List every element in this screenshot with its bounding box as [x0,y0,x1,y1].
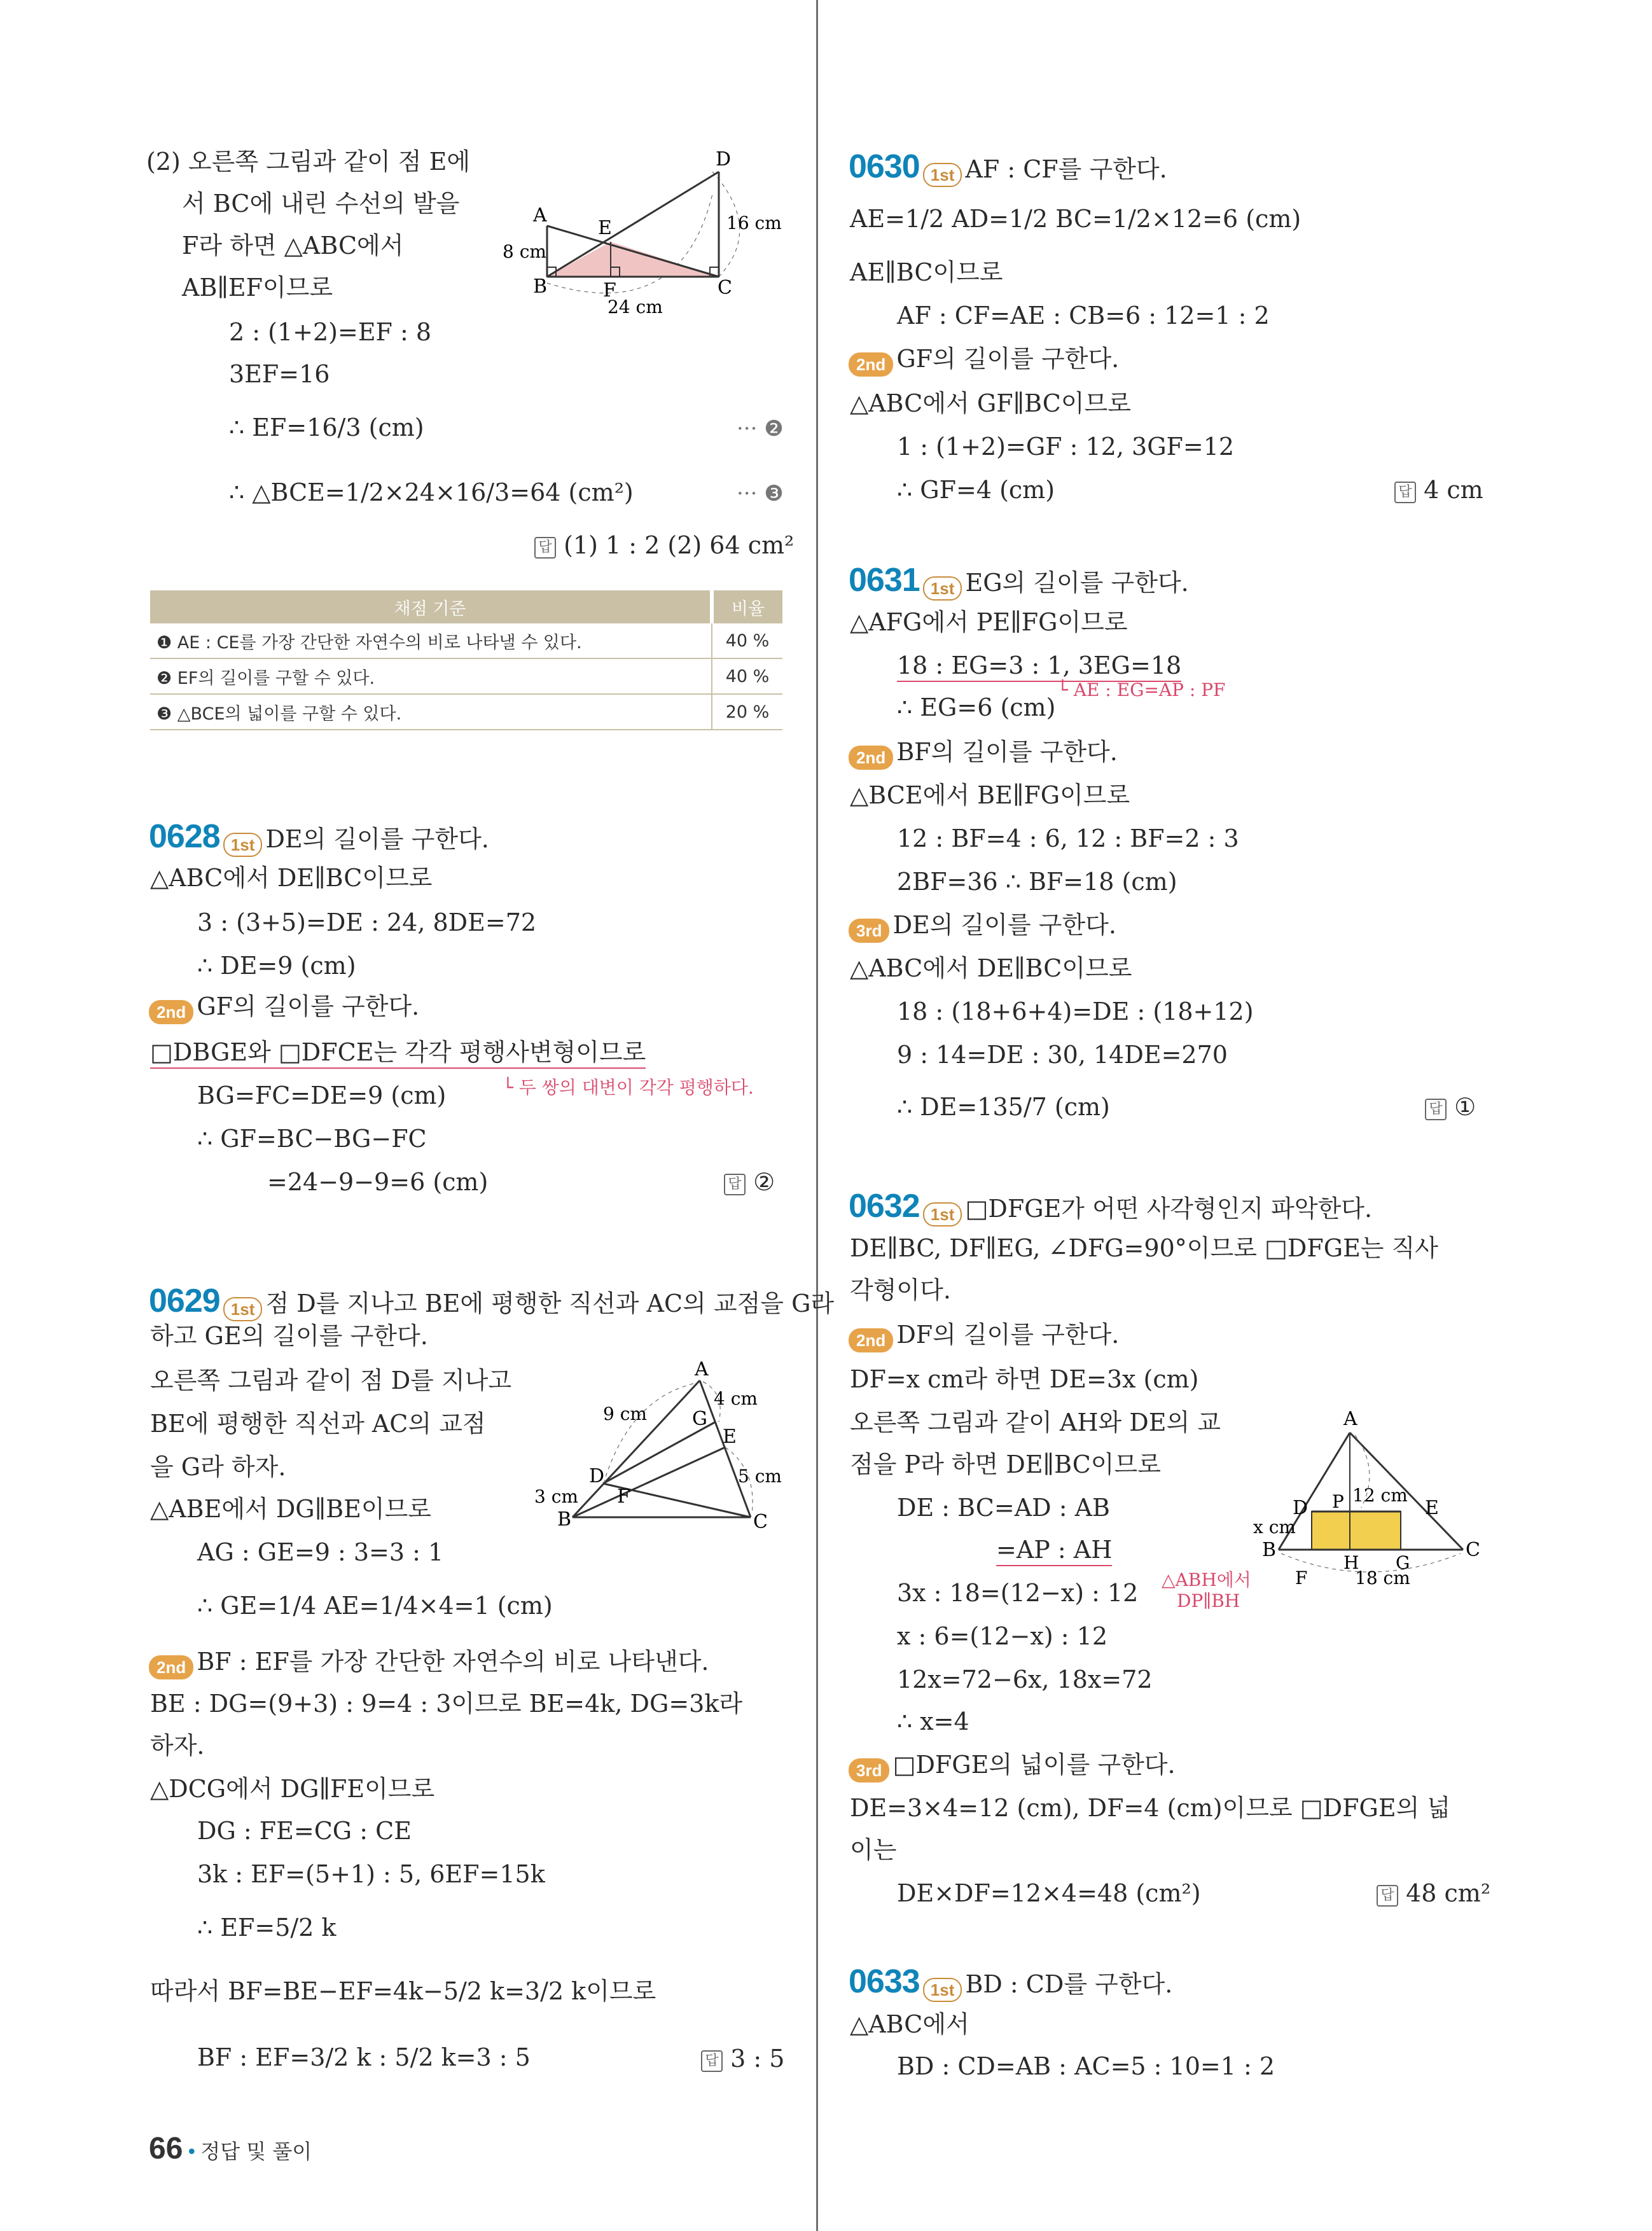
table-row [150,694,782,730]
step-badge: 1st [923,1202,962,1227]
step-mark: ··· ❸ [737,481,784,506]
equation: DE×DF=12×4=48 (cm²) [897,1879,1201,1907]
step-title: BD : CD를 구한다. [965,1970,1173,1998]
text-line: 오른쪽 그림과 같이 점 D를 지나고 [150,1366,512,1394]
text-line: △ABC에서 DE∥BC이므로 [850,954,1132,982]
text-line: 오른쪽 그림과 같이 AH와 DE의 교 [850,1408,1221,1436]
answer-mark-icon: 답 [701,2050,723,2072]
label-c: C [753,1511,768,1533]
equation: 18 : EG=3 : 1, 3EG=18 [897,651,1181,682]
label-d: D [589,1465,605,1487]
problem-0630-header [849,148,1167,187]
step2-header [149,992,419,1024]
step2-header [149,1648,709,1679]
equation: 3k : EF=(5+1) : 5, 6EF=15k [197,1860,545,1888]
problem-0633-header [849,1963,1172,2002]
equation: =24−9−9=6 (cm) [267,1168,489,1196]
problem-0629-header [149,1282,834,1321]
label-f: F [1295,1567,1308,1588]
text-line: △ABC에서 [850,2010,969,2038]
annotation: DP∥BH [1177,1590,1240,1611]
problem-number: 0628 [149,818,220,855]
step2-header [849,738,1118,770]
problem-0631-header [849,561,1189,601]
text-line: 하자. [150,1732,205,1760]
footer-label: 정답 및 풀이 [200,2139,312,2164]
step-badge: 1st [923,576,962,601]
text-line: △AFG에서 PE∥FG이므로 [850,608,1128,636]
table-cell: 40 % [712,623,782,658]
equation: ∴ △BCE=1/2×24×16/3=64 (cm²) [229,478,634,506]
step-badge: 3rd [849,1758,889,1783]
label-b: B [533,275,548,298]
label-16cm: 16 cm [726,212,782,233]
step2-header [849,345,1119,377]
problem-number: 0633 [849,1963,920,2000]
table-header: 채점 기준 [150,590,712,623]
equation: BD : CD=AB : AC=5 : 10=1 : 2 [897,2052,1275,2080]
problem-0628-header [149,817,489,857]
equation: ∴ EF=5/2 k [197,1914,337,1942]
label-a: A [695,1361,709,1380]
equation: ∴ DE=135/7 (cm) [897,1093,1110,1121]
text-line: 을 G라 하자. [150,1453,286,1481]
problem-number: 0632 [849,1188,920,1225]
label-a: A [1343,1408,1357,1430]
equation: BG=FC=DE=9 (cm) [197,1081,447,1109]
answer-mark-icon: 답 [724,1174,746,1195]
equation: ∴ GF=4 (cm) [897,476,1055,504]
step-badge: 1st [923,163,962,187]
equation: ∴ GE=1/4 AE=1/4×4=1 (cm) [197,1592,553,1620]
page-number: 66 [149,2132,183,2165]
equation: ∴ GF=BC−BG−FC [197,1125,427,1153]
table-cell: ❶ AE : CE를 가장 간단한 자연수의 비로 나타낼 수 있다. [150,623,712,658]
text-line: △BCE에서 BE∥FG이므로 [850,781,1130,809]
text-line: △ABC에서 DE∥BC이므로 [150,864,433,892]
label-8cm: 8 cm [503,241,546,262]
label-5cm: 5 cm [738,1466,782,1487]
label-4cm: 4 cm [714,1388,758,1409]
footer: 66 • 정답 및 풀이 [149,2132,312,2165]
label-f: F [617,1485,630,1508]
equation: DE : BC=AD : AB [897,1494,1110,1522]
equation: DG : FE=CG : CE [197,1817,412,1845]
label-e: E [598,217,612,239]
table-cell: ❸ △BCE의 넓이를 구할 수 있다. [150,694,712,730]
label-c: C [1466,1539,1480,1561]
label-b: B [1262,1539,1277,1561]
step-badge: 2nd [149,1655,193,1679]
equation: ∴ EG=6 (cm) [897,693,1056,721]
step-badge: 2nd [849,1328,893,1352]
label-g: G [692,1408,707,1430]
step-title: □DFGE가 어떤 사각형인지 파악한다. [965,1195,1373,1223]
step-title: DF의 길이를 구한다. [896,1321,1120,1349]
answer-text: 48 cm² [1406,1879,1491,1907]
text-line: 서 BC에 내린 수선의 발을 [182,190,460,218]
text-line: 각형이다. [850,1276,951,1304]
label-e: E [1425,1497,1439,1519]
step-title: DE의 길이를 구한다. [892,911,1116,939]
answer-mark-icon: 답 [1377,1885,1398,1907]
step-title: BF : EF를 가장 간단한 자연수의 비로 나타낸다. [197,1648,709,1676]
label-b: B [557,1508,572,1531]
step-title: 하고 GE의 길이를 구한다. [150,1322,428,1350]
step-badge: 3rd [849,919,889,943]
label-g: G [1396,1552,1410,1573]
step-badge: 1st [223,833,263,857]
answer-text: 3 : 5 [730,2045,785,2073]
answer [724,1168,775,1196]
equation: 3EF=16 [229,360,330,388]
step-badge: 2nd [149,1000,193,1024]
step-title: 점 D를 지나고 BE에 평행한 직선과 AC의 교점을 G라 [265,1289,835,1317]
text-line: △ABE에서 DG∥BE이므로 [150,1495,431,1523]
problem-number: 0631 [849,562,920,599]
text-line: (2) 오른쪽 그림과 같이 점 E에 [146,148,471,176]
answer [534,531,794,559]
text-line: 따라서 BF=BE−EF=4k−5/2 k=3/2 k이므로 [150,1977,656,2005]
text-line: DF=x cm라 하면 DE=3x (cm) [850,1365,1199,1393]
answer [1394,476,1483,504]
equation: x : 6=(12−x) : 12 [897,1622,1107,1650]
text-line: BE : DG=(9+3) : 9=4 : 3이므로 BE=4k, DG=3k라 [150,1690,743,1718]
equation: AG : GE=9 : 3=3 : 1 [197,1538,444,1566]
label-p: P [1332,1491,1344,1512]
problem-0632-header [849,1187,1372,1227]
equation: 1 : (1+2)=GF : 12, 3GF=12 [897,433,1235,461]
answer-text: ② [753,1168,775,1196]
equation: ∴ x=4 [897,1707,969,1735]
figure-triangle-0629 [534,1361,789,1533]
label-a: A [533,204,547,226]
table-header: 비율 [712,590,782,623]
step-badge: 1st [923,1978,962,2002]
table-cell: ❷ EF의 길이를 구할 수 있다. [150,658,712,694]
step3-header [849,1751,1176,1783]
step-badge: 1st [223,1297,263,1321]
label-e: E [723,1426,737,1448]
label-9cm: 9 cm [603,1403,647,1424]
label-12cm: 12 cm [1352,1485,1408,1506]
figure-triangle-0632 [1253,1406,1489,1597]
equation: 3x : 18=(12−x) : 12 [897,1579,1139,1607]
text-line: DE=3×4=12 (cm), DF=4 (cm)이므로 □DFGE의 넓 [850,1794,1451,1822]
table-cell: 20 % [712,694,782,730]
equation: ∴ DE=9 (cm) [197,952,356,980]
step-title: EG의 길이를 구한다. [965,569,1189,597]
step-badge: 2nd [849,746,893,770]
table-row [150,623,782,658]
equation: BF : EF=3/2 k : 5/2 k=3 : 5 [197,2043,531,2071]
answer [1377,1879,1490,1907]
equation: 3 : (3+5)=DE : 24, 8DE=72 [197,908,537,936]
annotation: └ AE : EG=AP : PF [1057,679,1226,700]
label-f: F [603,279,616,302]
problem-number: 0630 [849,148,920,185]
label-24cm: 24 cm [607,296,663,317]
label-c: C [718,277,732,299]
text-line: BE에 평행한 직선과 AC의 교점 [150,1410,486,1438]
equation: 12x=72−6x, 18x=72 [897,1665,1153,1693]
equation: 2BF=36 ∴ BF=18 (cm) [897,868,1177,896]
equation: AE=1/2 AD=1/2 BC=1/2×12=6 (cm) [850,205,1301,233]
figure-triangle-abc [496,146,789,331]
step-title: GF의 길이를 구한다. [896,345,1120,373]
label-xcm: x cm [1253,1517,1296,1538]
answer-text: (1) 1 : 2 (2) 64 cm² [564,531,795,559]
step-mark: ··· ❷ [737,416,784,441]
answer [701,2045,784,2073]
answer-text: 4 cm [1424,476,1483,504]
label-d: D [1293,1497,1308,1519]
label-18cm: 18 cm [1355,1567,1410,1588]
step-title: DE의 길이를 구한다. [265,825,489,853]
answer [1425,1093,1476,1121]
table-row [150,658,782,694]
text-line: DE∥BC, DF∥EG, ∠DFG=90°이므로 □DFGE는 직사 [850,1234,1439,1262]
answer-mark-icon: 답 [1425,1099,1447,1120]
scoring-table [150,590,782,730]
table-cell: 40 % [712,658,782,694]
label-3cm: 3 cm [534,1486,578,1507]
answer-text: ① [1454,1093,1476,1121]
step2-header [849,1321,1119,1352]
equation: =AP : AH [996,1536,1112,1566]
problem-number: 0629 [149,1282,220,1319]
text-line: AB∥EF이므로 [182,274,333,302]
column-divider [816,0,818,2231]
text-line: AE∥BC이므로 [850,258,1003,286]
equation: 2 : (1+2)=EF : 8 [229,318,432,346]
equation: AF : CF=AE : CB=6 : 12=1 : 2 [897,302,1270,330]
step-title: AF : CF를 구한다. [965,155,1167,183]
step3-header [849,911,1116,943]
equation: 18 : (18+6+4)=DE : (18+12) [897,997,1254,1025]
step-title: GF의 길이를 구한다. [197,992,420,1020]
annotation: △ABH에서 [1162,1569,1251,1590]
equation: 12 : BF=4 : 6, 12 : BF=2 : 3 [897,824,1239,852]
text-line: 이는 [850,1836,897,1864]
step-title: BF의 길이를 구한다. [896,738,1118,766]
text-line: □DBGE와 □DFCE는 각각 평행사변형이므로 [150,1038,646,1069]
text-line: △DCG에서 DG∥FE이므로 [150,1775,435,1803]
step-title: □DFGE의 넓이를 구한다. [892,1751,1176,1779]
equation: 9 : 14=DE : 30, 14DE=270 [897,1041,1228,1069]
text-line: 점을 P라 하면 DE∥BC이므로 [850,1450,1161,1478]
answer-mark-icon: 답 [1394,482,1416,503]
step-badge: 2nd [849,352,893,377]
text-line: F라 하면 △ABC에서 [182,232,404,260]
equation: ∴ EF=16/3 (cm) [229,414,424,441]
label-h: H [1343,1552,1359,1573]
text-line: △ABC에서 GF∥BC이므로 [850,389,1131,417]
label-d: D [716,148,732,170]
answer-mark-icon: 답 [534,537,556,559]
annotation: └ 두 쌍의 대변이 각각 평행하다. [503,1077,754,1098]
